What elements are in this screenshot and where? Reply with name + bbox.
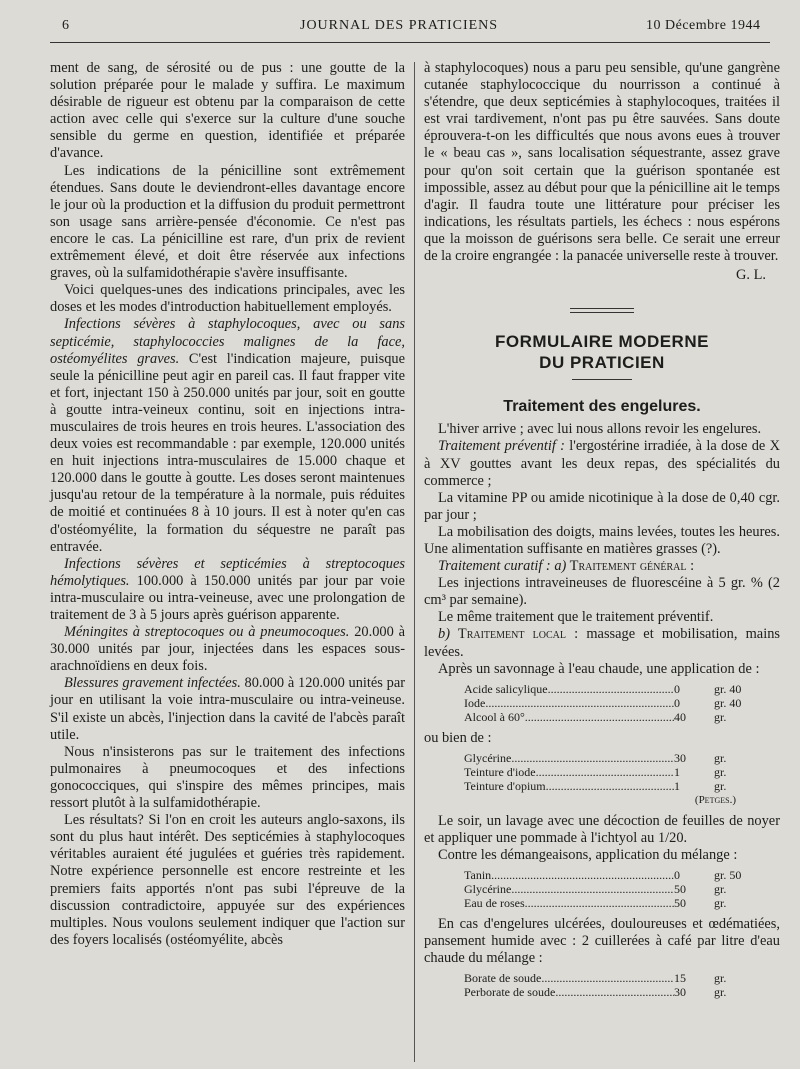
paragraph: En cas d'engelures ulcérées, douloureuses et œdématiées, pansement humide avec : 2 cuillerées à café par litre d'eau chaude du mélange : — [424, 916, 780, 967]
ingredient-qty: 30 — [674, 750, 686, 765]
title-underline — [572, 379, 632, 380]
section-title-line1: FORMULAIRE MODERNE — [495, 332, 709, 352]
ingredient-name: Alcool à 60° — [464, 709, 525, 724]
indication-title: Blessures gravement infectées. — [64, 675, 241, 692]
ingredient-name: Eau de roses — [464, 896, 525, 911]
paragraph: La mobilisation des doigts, mains levées, toutes les heures. Une alimentation suffisante en matières grasses (?). — [424, 523, 780, 557]
item-letter: a) — [550, 558, 567, 575]
ingredient-qty: 1 — [674, 778, 680, 793]
ingredient-unit: gr. — [714, 709, 727, 724]
treatment-text: l'ergostérine irradiée, à la dose de X à XV gouttes avant les deux repas, des spécialités du commerce ; — [424, 438, 780, 489]
page-number: 6 — [62, 18, 70, 33]
ingredient-unit: gr. — [714, 750, 727, 765]
paragraph: Après un savonnage à l'eau chaude, une application de : — [438, 660, 760, 677]
paragraph: à staphylocoques) nous a paru peu sensible, qu'une gangrène cutanée staphylococcique du nourrisson a continué à s'étendre, que deux septicémies à staphylocoques, traitées il est vrai tardivement, n'ont pas pu être sauvées. Sans doute éprouvera-t-on les difficultés que nous avons eues à trouver le « beau cas », sans localisation séquestrante, assez grave pour qu'on soit certain que la guérison spontanée est impossible, assez au début pour que la pénicilline ait le temps d'agir. Il faudra toute une littérature pour préciser les indications, les résultats partiels, les échecs : nous espérons que la moisson de guérisons sera belle. Ce serait une erreur de la croire engrangée : la panacée universelle reste à trouver. — [424, 60, 780, 265]
subsection-title: Traitement des engelures. — [503, 398, 701, 416]
recipe-list — [464, 971, 742, 999]
indication-title: Infections sévères à staphylocoques, avec ou sans septicémie, staphylococcies malignes de la face, ostéomyélites graves. — [50, 316, 405, 367]
paragraph: Le soir, un lavage avec une décoction de feuilles de noyer et appliquer une pommade à l'ichtyol au 1/20. — [424, 812, 780, 846]
issue-date: 10 Décembre 1944 — [646, 18, 761, 33]
ingredient-name: Glycérine — [464, 750, 512, 765]
ingredient-unit: gr. 50 — [714, 868, 742, 883]
ingredient-qty: 15 — [674, 971, 686, 986]
column-divider — [414, 62, 415, 1062]
ingredient-unit: gr. — [714, 896, 727, 911]
section-separator — [570, 308, 634, 313]
treatment-text: : massage et mobilisation, mains levées. — [424, 626, 780, 660]
ingredient-name: Teinture d'opium — [464, 778, 546, 793]
item-letter: b) — [438, 626, 450, 643]
ingredient-qty: 0 — [674, 695, 680, 710]
recipe-line — [464, 779, 742, 793]
ingredient-unit: gr. 40 — [714, 681, 742, 696]
recipe-list — [464, 751, 742, 807]
ingredient-qty: 0 — [674, 681, 680, 696]
paragraph — [50, 316, 405, 555]
ingredient-name: Iode — [464, 695, 486, 710]
right-column — [424, 60, 780, 1005]
ingredient-name: Tanin — [464, 868, 492, 883]
ingredient-unit: gr. 40 — [714, 695, 742, 710]
paragraph: L'hiver arrive ; avec lui nous allons revoir les engelures. — [438, 421, 762, 438]
left-column — [50, 60, 405, 949]
paragraph — [50, 624, 405, 675]
ingredient-name: Perborate de soude — [464, 985, 556, 1000]
ingredient-name: Borate de soude — [464, 971, 542, 986]
treatment-label: Traitement préventif : — [438, 438, 565, 455]
indication-text: 80.000 à 120.000 unités par jour en utilisant la voie intra-musculaire ou intra-veineuse. S'il existe un abcès, l'injection dans la cavité de l'abcès paraît utile. — [50, 675, 406, 743]
recipe-line — [464, 751, 742, 765]
recipe-list — [464, 868, 742, 910]
header-rule — [50, 42, 770, 43]
treatment-subtitle: Traitement général : — [566, 558, 695, 575]
ingredient-qty: 30 — [674, 985, 686, 1000]
ingredient-unit: gr. — [714, 764, 727, 779]
author-signature: G. L. — [736, 267, 766, 284]
journal-title: JOURNAL DES PRATICIENS — [300, 18, 499, 33]
indication-text: 100.000 à 150.000 unités par jour par voie intra-musculaire ou intra-veineuse, avec une prolongation de traitement de 3 à 5 jours après guérison apparente. — [50, 572, 405, 623]
ingredient-unit: gr. — [714, 971, 727, 986]
paragraph: ment de sang, de sérosité ou de pus : une goutte de la solution préparée pour le malade y suffira. Le maximum désirable de rigueur est obtenu par la comparaison de cette action avec celle qui s'exerce sur la culture d'une souche sensible du germe en question, identifiée et préparée d'avance. — [50, 60, 405, 162]
indication-title: Infections sévères et septicémies à streptocoques hémolytiques. — [50, 555, 405, 589]
ingredient-name: Glycérine — [464, 882, 512, 897]
recipe-line — [464, 896, 742, 910]
ingredient-qty: 50 — [674, 896, 686, 911]
paragraph: Nous n'insisterons pas sur le traitement des infections pulmonaires à pneumocoques et des infections gonococciques, qui s'inspire des mêmes principes, mais ressort plutôt à la sulfamidothérapie. — [50, 743, 405, 812]
ingredient-unit: gr. — [714, 985, 727, 1000]
recipe-line — [464, 971, 742, 985]
indication-text: C'est l'indication majeure, puisque seule la pénicilline peut agir en pareil cas. Il faut frapper vite et fort, injectant 150 à 250.000 unités par jour, soit en goutte à goutte intra-veineux continu, soit en injections intra-musculaires de trois heures en trois heures. L'association des deux voies est recommandable : par exemple, 120.000 unités en huit injections intra-musculaires de 15.000 chaque et 120.000 dans le goutte à goutte. Les doses seront maintenues jusqu'au retour de la température à la normale, puis réduites de moitié et continuées 8 à 10 jours. Il est à noter qu'en cas d'ostéomyélite, la formation du séquestre ne paraît pas entravée. — [50, 350, 405, 555]
ingredient-unit: gr. — [714, 778, 727, 793]
paragraph — [424, 558, 780, 575]
ingredient-name: Acide salicylique — [464, 681, 548, 696]
recipe-line — [464, 985, 742, 999]
page-header — [0, 18, 800, 38]
paragraph: ou bien de : — [424, 729, 492, 746]
paragraph: Les injections intraveineuses de fluorescéine à 5 gr. % (2 cm³ par semaine). — [424, 575, 780, 609]
paragraph — [424, 626, 780, 660]
treatment-label: Traitement curatif : — [438, 558, 551, 575]
paragraph: Le même traitement que le traitement préventif. — [438, 609, 714, 626]
indication-text: 20.000 à 30.000 unités par jour, injectées dans les espaces sous-arachnoïdiens en deux fois. — [50, 624, 405, 675]
indication-title: Méningites à streptocoques ou à pneumocoques. — [64, 624, 350, 641]
ingredient-qty: 40 — [674, 709, 686, 724]
recipe-list — [464, 682, 742, 724]
ingredient-unit: gr. — [714, 882, 727, 897]
treatment-subtitle: Traitement local — [450, 626, 566, 643]
paragraph: Les résultats? Si l'on en croit les auteurs anglo-saxons, ils sont du plus haut intérêt. Des septicémies à staphylocoques véritables auraient été jugulées et guéries très rapidement. Notre expérience personnelle est encore restreinte et les premiers faits apportés n'ont pas subi l'épreuve de la discussion contradictoire, appuyée sur des expériences multiples. Nous voulons seulement indiquer que l'action sur des foyers localisés (ostéomyélite, abcès — [50, 812, 405, 948]
paragraph: Contre les démangeaisons, application du mélange : — [438, 847, 738, 863]
paragraph: La vitamine PP ou amide nicotinique à la dose de 0,40 cgr. par jour ; — [424, 489, 780, 523]
paragraph — [50, 556, 405, 624]
ingredient-qty: 50 — [674, 882, 686, 897]
recipe-source: (Petges.) — [694, 793, 736, 806]
recipe-line — [464, 868, 742, 882]
paragraph: Les indications de la pénicilline sont extrêmement étendues. Sans doute le deviendront-elles davantage encore le jour où la production et la diffusion du produit permettront son usage sans arrière-pensée d'économie. Ce n'est pas encore le cas. La pénicilline est rare, d'un prix de revient extrêmement élevé, et doit être réservée aux infections graves, où la sulfamidothérapie s'avère insuffisante. — [50, 162, 405, 282]
ingredient-name: Teinture d'iode — [464, 764, 536, 779]
recipe-line — [464, 682, 742, 696]
section-title-line2: DU PRATICIEN — [539, 353, 665, 373]
ingredient-qty: 0 — [674, 868, 680, 883]
recipe-line — [464, 765, 742, 779]
paragraph — [50, 675, 405, 743]
recipe-line — [464, 696, 742, 710]
recipe-line — [464, 710, 742, 724]
paragraph — [424, 438, 780, 489]
section-title — [424, 331, 780, 373]
ingredient-qty: 1 — [674, 764, 680, 779]
paragraph: Voici quelques-unes des indications principales, avec les doses et les modes d'introduction habituellement employés. — [50, 282, 405, 316]
recipe-line — [464, 882, 742, 896]
